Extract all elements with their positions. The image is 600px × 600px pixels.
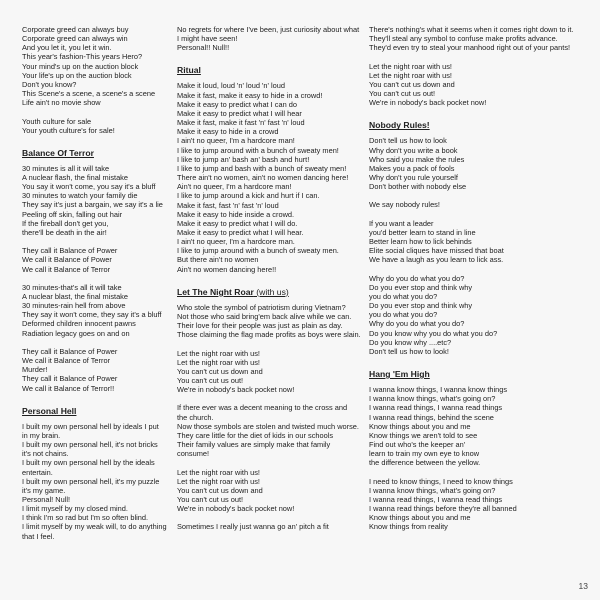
lyric-line: Your life's up on the auction block <box>22 70 132 80</box>
lyric-line: You can't cut us down and <box>369 79 455 89</box>
lyric-line: Let the night roar with us! <box>177 467 260 477</box>
lyric-line <box>369 210 583 219</box>
lyric-line: Don't bother with nobody else <box>369 182 467 192</box>
lyric-line: I built my own personal hell, it's not bricks <box>22 440 158 450</box>
lyric-line: Know things from reality <box>369 522 448 532</box>
balance-of-terror-lyrics <box>22 164 174 393</box>
lyric-line: Do you ever stop and think why <box>369 282 473 292</box>
lyric-line: it's not chains. <box>22 449 69 459</box>
lyric-line: Who stole the symbol of patriotism during Vietnam? <box>177 302 346 312</box>
lyric-line: Let the night roar with us! <box>177 348 260 358</box>
let-the-night-roar-title: Let The Night Roar <box>177 286 254 297</box>
lyric-line: Your youth culture's for sale! <box>22 125 115 135</box>
lyric-line: Radiation legacy goes on and on <box>22 328 130 338</box>
lyric-line: I like to jump around with a bunch of sweaty men! <box>177 145 339 155</box>
lyric-line: Elite social cliques have missed that boat <box>369 246 504 256</box>
personal-hell-title: Personal Hell <box>22 405 77 416</box>
lyric-line: Ain't no queer, I'm a hardcore man! <box>177 182 292 192</box>
lyric-line: consume! <box>177 449 210 459</box>
lyric-line: I wanna know things, I wanna know things <box>369 385 508 395</box>
lyric-line: Make it fast, fast 'n' fast 'n' loud <box>177 200 279 210</box>
lyric-line: I wanna read things, I wanna read things <box>369 494 503 504</box>
lyric-line: that I feel. <box>22 531 55 541</box>
nobody-rules-lyrics <box>369 136 583 356</box>
lyric-line <box>369 191 583 200</box>
lyric-line: Make it easy to predict what I will hear. <box>177 227 304 237</box>
lyric-line: But there ain't no women <box>177 255 259 265</box>
lyric-line: the church. <box>177 412 214 422</box>
lyric-line: There ain't no women, ain't no women dancing here! <box>177 173 349 183</box>
lyric-line: you do what you do? <box>369 310 438 320</box>
lyric-line: I limit myself by my weak will, to do anything <box>22 522 167 532</box>
personal-hell-lyrics <box>22 422 174 541</box>
lyric-line: No regrets for where I've been, just curiosity about what <box>177 25 360 34</box>
lyric-line: I wanna read things, behind the scene <box>369 412 494 422</box>
column-left <box>22 25 174 541</box>
lyric-line: You can't cut us out! <box>369 89 436 99</box>
lyric-line: They say it's just a bargain, we say it's a lie <box>22 200 163 210</box>
lyric-line: Corporate greed can always win <box>22 34 128 44</box>
lyric-line: We're in nobody's back pocket now! <box>369 98 487 108</box>
lyric-line: Murder! <box>22 365 48 375</box>
lyric-line: there'll be death in the air! <box>22 227 107 237</box>
lyric-line: Know things about you and me <box>369 513 471 523</box>
night-roar-continued <box>369 25 583 107</box>
lyric-line: Make it easy to predict what I will hear <box>177 108 302 118</box>
lyric-line: I wanna know things, what's going on? <box>369 485 496 495</box>
lyric-line: If there ever was a decent meaning to the cross and <box>177 403 348 413</box>
lyric-line: 30 minutes-rain hell from above <box>22 301 126 311</box>
lyric-line <box>177 339 363 348</box>
lyric-line: Know things about you and me <box>369 421 471 431</box>
lyric-line: Do you know why you do what you do? <box>369 328 498 338</box>
lyric-line: Make it easy to hide in a crowd <box>177 127 279 137</box>
lyric-line: If the fireball don't get you, <box>22 218 109 228</box>
lyric-line: Find out who's the keeper an' <box>369 440 466 450</box>
lyric-line: in my brain. <box>22 430 61 440</box>
lyric-line <box>369 468 583 477</box>
lyric-line: We call it Balance of Terror <box>22 264 111 274</box>
lyric-line <box>22 237 174 246</box>
lyric-line: I like to jump an' bash an' bash and hurt! <box>177 154 310 164</box>
lyric-line: You can't cut us down and <box>177 485 263 495</box>
let-the-night-roar-heading <box>177 287 363 298</box>
lyric-line: I like to jump around with a bunch of sweaty men. <box>177 246 339 256</box>
lyric-line: Make it fast, make it fast 'n' fast 'n' loud <box>177 118 305 128</box>
lyric-line <box>177 458 363 467</box>
lyric-line: Let the night roar with us! <box>177 476 260 486</box>
lyric-line: Don't tell us how to look! <box>369 346 449 356</box>
lyric-line <box>22 274 174 283</box>
lyric-line: entertain. <box>22 467 53 477</box>
lyric-line: Peeling off skin, falling out hair <box>22 209 123 219</box>
lyric-line: I wanna read things before they're all banned <box>369 504 517 514</box>
lyric-line: I ain't no queer, I'm a hardcore man. <box>177 237 295 247</box>
lyric-line: We say nobody rules! <box>369 200 440 210</box>
lyric-line: Ain't no women dancing here!! <box>177 264 277 274</box>
lyric-line: They care little for the diet of kids in our schools <box>177 430 334 440</box>
lyric-line <box>177 513 363 522</box>
lyric-line: You can't cut us out! <box>177 494 244 504</box>
lyric-line: the difference between the yellow. <box>369 458 481 468</box>
lyric-line: I like to jump and bash with a bunch of sweaty men! <box>177 163 347 173</box>
lyric-line: Makes you a pack of fools <box>369 163 455 173</box>
greed-verses <box>22 25 174 135</box>
lyric-line: They call it Balance of Power <box>22 346 118 356</box>
ritual-lyrics <box>177 81 363 273</box>
lyric-line: Let the night roar with us! <box>369 61 452 71</box>
lyric-line: I wanna know things, what's going on? <box>369 394 496 404</box>
lyric-line: Do you know why ....etc? <box>369 337 452 347</box>
lyric-line: Make it loud, loud 'n' loud 'n' loud <box>177 81 285 91</box>
lyric-line <box>369 265 583 274</box>
lyric-line: Life ain't no movie show <box>22 98 101 108</box>
lyric-line: Make it easy to predict what I will do. <box>177 218 298 228</box>
lyric-line: Not those who said bring'em back alive while we can. <box>177 311 352 321</box>
lyric-line: Don't tell us how to look <box>369 136 447 146</box>
hang-em-high-lyrics <box>369 385 583 531</box>
ritual-title: Ritual <box>177 65 201 76</box>
lyric-line: Their family values are simply make that family <box>177 440 331 450</box>
let-the-night-roar-lyrics <box>177 303 363 532</box>
lyric-line: Personal! Null! <box>22 494 71 504</box>
lyric-line: Don't you know? <box>22 79 77 89</box>
lyric-line: We have a laugh as you learn to lick ass. <box>369 255 504 265</box>
lyric-line: Deformed children innocent pawns <box>22 319 136 329</box>
lyric-line: Do you ever stop and think why <box>369 301 473 311</box>
lyric-line: Now those symbols are stolen and twisted much worse. <box>177 421 359 431</box>
lyric-line: I wanna read things, I wanna read things <box>369 403 503 413</box>
lyric-line: There's nothing's what it seems when it comes right down to it. <box>369 25 574 34</box>
lyric-line: Youth culture for sale <box>22 116 92 126</box>
lyric-line: I might have seen! <box>177 34 238 44</box>
lyric-line: We call it Balance of Terror!! <box>22 383 115 393</box>
personal-hell-continued <box>177 25 363 52</box>
lyric-line <box>369 52 583 61</box>
lyric-line: I built my own personal hell by ideals I put <box>22 421 159 431</box>
lyric-line: A nuclear blast, the final mistake <box>22 292 128 302</box>
lyric-line: Personal!! Null!! <box>177 43 230 53</box>
lyric-line: Sometimes I really just wanna go an' pitch a fit <box>177 522 329 532</box>
lyric-line: Better learn how to lick behinds <box>369 237 472 247</box>
lyric-line: Make it easy to hide inside a crowd. <box>177 209 295 219</box>
lyric-line: They say it won't come, they say it's a bluff <box>22 310 162 320</box>
lyric-line: I need to know things, I need to know things <box>369 476 513 486</box>
lyric-line: 30 minutes to watch your family die <box>22 191 138 201</box>
lyric-line: I limit myself by my closed mind. <box>22 504 128 514</box>
lyric-line: Make it easy to predict what I can do <box>177 99 297 109</box>
lyric-line: They call it Balance of Power <box>22 374 118 384</box>
lyric-line: Their love for their people was just as plain as day. <box>177 321 343 331</box>
hang-em-high-title: Hang 'Em High <box>369 369 430 380</box>
lyric-line: You say it won't come, you say it's a bluff <box>22 182 156 192</box>
lyric-line: A nuclear flash, the final mistake <box>22 173 128 183</box>
lyric-line: Why don't you write a book <box>369 145 458 155</box>
lyric-line <box>177 394 363 403</box>
lyric-line: 30 minutes is all it will take <box>22 163 110 173</box>
let-the-night-roar-subtitle: (with us) <box>253 286 289 297</box>
lyric-line: We call it Balance of Terror <box>22 356 111 366</box>
lyric-line: They'll steal any symbol to confuse make profits advance. <box>369 34 558 44</box>
lyric-line: This year's fashion-This years Hero? <box>22 52 143 62</box>
lyric-line: Why don't you rule yourself <box>369 173 458 183</box>
lyric-line: And you let it, you let it win. <box>22 43 112 53</box>
lyric-line: Let the night roar with us! <box>177 357 260 367</box>
lyric-line: 30 minutes-that's all it will take <box>22 282 122 292</box>
lyric-line: They call it Balance of Power <box>22 246 118 256</box>
lyric-line: Let the night roar with us! <box>369 70 452 80</box>
lyric-line: Corporate greed can always buy <box>22 25 129 34</box>
lyric-line: Know things we aren't told to see <box>369 430 478 440</box>
lyric-line: it's my game. <box>22 485 66 495</box>
lyric-line: you do what you do? <box>369 292 438 301</box>
lyric-line: Make it fast, make it easy to hide in a crowd! <box>177 90 323 100</box>
balance-of-terror-title: Balance Of Terror <box>22 147 94 158</box>
lyric-line: you'd better learn to stand in line <box>369 227 476 237</box>
nobody-rules-title: Nobody Rules! <box>369 120 430 131</box>
lyric-line: They'd even try to steal your manhood right out of your pants! <box>369 43 571 53</box>
lyric-line: We call it Balance of Power <box>22 255 112 265</box>
lyric-line: I ain't no queer, I'm a hardcore man! <box>177 136 295 146</box>
lyric-line: If you want a leader <box>369 218 434 228</box>
lyric-line: learn to train my own eye to know <box>369 449 480 459</box>
column-middle <box>177 25 363 532</box>
lyric-line <box>22 338 174 347</box>
lyric-line: We're in nobody's back pocket now! <box>177 504 295 514</box>
lyric-line: I think I'm so rad but I'm so often blind. <box>22 513 149 523</box>
lyric-line: Your mind's up on the auction block <box>22 61 139 71</box>
lyric-line: We're in nobody's back pocket now! <box>177 385 295 395</box>
column-right <box>369 25 583 532</box>
lyric-line: I like to jump around a kick and hurt if I can. <box>177 191 320 201</box>
lyric-line: I built my own personal hell, it's my puzzle <box>22 476 160 486</box>
lyric-line: Why do you do what you do? <box>369 273 465 283</box>
lyric-line: I built my own personal hell by the ideals <box>22 458 155 468</box>
lyric-line: Who said you make the rules <box>369 154 465 164</box>
lyric-line <box>22 107 174 116</box>
lyric-line: This Scene's a scene, a scene's a scene <box>22 89 156 99</box>
lyric-line: You can't cut us down and <box>177 366 263 376</box>
page-number: 13 <box>578 581 588 591</box>
lyric-line: Those claiming the flag made profits as boys were slain. <box>177 330 361 340</box>
lyric-line: You can't cut us out! <box>177 375 244 385</box>
lyric-line: Why do you do what you do? <box>369 319 465 329</box>
